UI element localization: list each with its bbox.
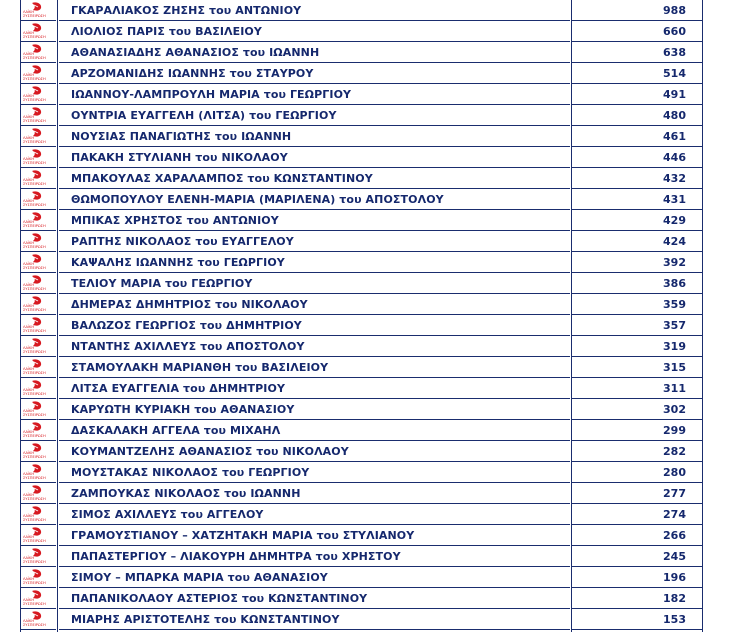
candidate-name-cell (59, 273, 570, 294)
laiki-syspeirosi-logo (22, 23, 52, 39)
candidate-name-cell (59, 462, 570, 483)
table-row (0, 462, 730, 483)
svg-text:ΛΑΪΚΗ: ΛΑΪΚΗ (23, 31, 35, 35)
svg-text:ΣΥΣΠΕΙΡΩΣΗ: ΣΥΣΠΕΙΡΩΣΗ (23, 371, 46, 375)
candidate-name-cell (59, 252, 570, 273)
candidate-name: ΣΙΜΟΣ ΑΧΙΛΛΕΥΣ του ΑΓΓΕΛΟΥ (71, 508, 264, 521)
candidate-name-cell (59, 105, 570, 126)
party-cell (20, 315, 56, 336)
table-row (0, 273, 730, 294)
votes-cell (572, 252, 702, 273)
vote-count: 431 (663, 193, 686, 206)
candidate-name: ΛΙΟΛΙΟΣ ΠΑΡΙΣ του ΒΑΣΙΛΕΙΟΥ (71, 25, 262, 38)
laiki-syspeirosi-logo (22, 443, 52, 459)
svg-text:ΣΥΣΠΕΙΡΩΣΗ: ΣΥΣΠΕΙΡΩΣΗ (23, 455, 46, 459)
votes-cell (572, 441, 702, 462)
party-cell (20, 357, 56, 378)
laiki-syspeirosi-logo (22, 527, 52, 543)
candidate-name-cell (59, 189, 570, 210)
candidate-name-cell (59, 588, 570, 609)
svg-text:ΛΑΪΚΗ: ΛΑΪΚΗ (23, 52, 35, 56)
svg-text:ΣΥΣΠΕΙΡΩΣΗ: ΣΥΣΠΕΙΡΩΣΗ (23, 119, 46, 123)
party-cell (20, 567, 56, 588)
svg-text:ΛΑΪΚΗ: ΛΑΪΚΗ (23, 346, 35, 350)
table-row (0, 315, 730, 336)
candidate-name-cell (59, 0, 570, 21)
candidate-name: ΡΑΠΤΗΣ ΝΙΚΟΛΑΟΣ του ΕΥΑΓΓΕΛΟΥ (71, 235, 294, 248)
party-cell (20, 147, 56, 168)
votes-cell (572, 231, 702, 252)
party-cell (20, 63, 56, 84)
votes-cell (572, 42, 702, 63)
candidate-name-cell (59, 21, 570, 42)
svg-text:ΛΑΪΚΗ: ΛΑΪΚΗ (23, 157, 35, 161)
svg-text:ΛΑΪΚΗ: ΛΑΪΚΗ (23, 73, 35, 77)
table-row (0, 189, 730, 210)
svg-text:ΣΥΣΠΕΙΡΩΣΗ: ΣΥΣΠΕΙΡΩΣΗ (23, 497, 46, 501)
candidate-name-cell (59, 210, 570, 231)
candidate-name: ΓΚΑΡΑΛΙΑΚΟΣ ΖΗΣΗΣ του ΑΝΤΩΝΙΟΥ (71, 4, 302, 17)
svg-text:ΛΑΪΚΗ: ΛΑΪΚΗ (23, 241, 35, 245)
candidate-name: ΝΟΥΣΙΑΣ ΠΑΝΑΓΙΩΤΗΣ του ΙΩΑΝΝΗ (71, 130, 292, 143)
svg-text:ΣΥΣΠΕΙΡΩΣΗ: ΣΥΣΠΕΙΡΩΣΗ (23, 413, 46, 417)
vote-count: 280 (663, 466, 686, 479)
table-row (0, 420, 730, 441)
candidate-name-cell (59, 378, 570, 399)
candidate-name: ΟΥΝΤΡΙΑ ΕΥΑΓΓΕΛΗ (ΛΙΤΣΑ) του ΓΕΩΡΓΙΟΥ (71, 109, 337, 122)
vote-count: 196 (663, 571, 686, 584)
svg-text:ΛΑΪΚΗ: ΛΑΪΚΗ (23, 535, 35, 539)
candidate-name: ΚΑΡΥΩΤΗ ΚΥΡΙΑΚΗ του ΑΘΑΝΑΣΙΟΥ (71, 403, 295, 416)
candidate-name-cell (59, 399, 570, 420)
votes-cell (572, 210, 702, 231)
table-row (0, 84, 730, 105)
laiki-syspeirosi-logo (22, 2, 52, 18)
vote-count: 182 (663, 592, 686, 605)
svg-text:ΛΑΪΚΗ: ΛΑΪΚΗ (23, 220, 35, 224)
votes-cell (572, 273, 702, 294)
votes-cell (572, 462, 702, 483)
votes-cell (572, 399, 702, 420)
svg-text:ΣΥΣΠΕΙΡΩΣΗ: ΣΥΣΠΕΙΡΩΣΗ (23, 539, 46, 543)
svg-text:ΛΑΪΚΗ: ΛΑΪΚΗ (23, 136, 35, 140)
laiki-syspeirosi-logo (22, 611, 52, 627)
svg-text:ΛΑΪΚΗ: ΛΑΪΚΗ (23, 199, 35, 203)
table-row (0, 357, 730, 378)
candidate-name-cell (59, 84, 570, 105)
votes-cell (572, 147, 702, 168)
svg-text:ΣΥΣΠΕΙΡΩΣΗ: ΣΥΣΠΕΙΡΩΣΗ (23, 602, 46, 606)
party-cell (20, 168, 56, 189)
candidate-name-cell (59, 441, 570, 462)
candidate-name-cell (59, 504, 570, 525)
candidate-name: ΔΑΣΚΑΛΑΚΗ ΑΓΓΕΛΑ του ΜΙΧΑΗΛ (71, 424, 281, 437)
party-cell (20, 588, 56, 609)
candidate-name: ΙΩΑΝΝΟΥ-ΛΑΜΠΡΟΥΛΗ ΜΑΡΙΑ του ΓΕΩΡΓΙΟΥ (71, 88, 352, 101)
svg-text:ΣΥΣΠΕΙΡΩΣΗ: ΣΥΣΠΕΙΡΩΣΗ (23, 35, 46, 39)
laiki-syspeirosi-logo (22, 44, 52, 60)
vote-count: 153 (663, 613, 686, 626)
candidate-name-cell (59, 42, 570, 63)
vote-count: 432 (663, 172, 686, 185)
candidate-name-cell (59, 420, 570, 441)
table-row (0, 168, 730, 189)
party-cell (20, 525, 56, 546)
svg-text:ΛΑΪΚΗ: ΛΑΪΚΗ (23, 115, 35, 119)
candidate-name-cell (59, 357, 570, 378)
table-row (0, 378, 730, 399)
table-row (0, 42, 730, 63)
table-row (0, 294, 730, 315)
svg-text:ΣΥΣΠΕΙΡΩΣΗ: ΣΥΣΠΕΙΡΩΣΗ (23, 581, 46, 585)
candidate-name-cell (59, 336, 570, 357)
laiki-syspeirosi-logo (22, 359, 52, 375)
candidate-name: ΒΑΛΩΖΟΣ ΓΕΩΡΓΙΟΣ του ΔΗΜΗΤΡΙΟΥ (71, 319, 302, 332)
party-cell (20, 441, 56, 462)
vote-count: 319 (663, 340, 686, 353)
svg-text:ΣΥΣΠΕΙΡΩΣΗ: ΣΥΣΠΕΙΡΩΣΗ (23, 329, 46, 333)
votes-cell (572, 189, 702, 210)
vote-count: 311 (663, 382, 686, 395)
party-cell (20, 399, 56, 420)
vote-count: 357 (663, 319, 686, 332)
table-row (0, 567, 730, 588)
table-row (0, 231, 730, 252)
vote-count: 359 (663, 298, 686, 311)
svg-text:ΛΑΪΚΗ: ΛΑΪΚΗ (23, 94, 35, 98)
votes-cell (572, 336, 702, 357)
party-cell (20, 105, 56, 126)
candidate-name-cell (59, 126, 570, 147)
candidate-name-cell (59, 546, 570, 567)
party-cell (20, 483, 56, 504)
laiki-syspeirosi-logo (22, 380, 52, 396)
table-row (0, 399, 730, 420)
svg-text:ΣΥΣΠΕΙΡΩΣΗ: ΣΥΣΠΕΙΡΩΣΗ (23, 350, 46, 354)
svg-text:ΛΑΪΚΗ: ΛΑΪΚΗ (23, 367, 35, 371)
candidate-name: ΔΗΜΕΡΑΣ ΔΗΜΗΤΡΙΟΣ του ΝΙΚΟΛΑΟΥ (71, 298, 308, 311)
table-row (0, 504, 730, 525)
svg-text:ΛΑΪΚΗ: ΛΑΪΚΗ (23, 409, 35, 413)
candidate-name: ΣΙΜΟΥ – ΜΠΑΡΚΑ ΜΑΡΙΑ του ΑΘΑΝΑΣΙΟΥ (71, 571, 328, 584)
svg-text:ΣΥΣΠΕΙΡΩΣΗ: ΣΥΣΠΕΙΡΩΣΗ (23, 518, 46, 522)
svg-text:ΣΥΣΠΕΙΡΩΣΗ: ΣΥΣΠΕΙΡΩΣΗ (23, 287, 46, 291)
laiki-syspeirosi-logo (22, 338, 52, 354)
candidate-name: ΜΠΙΚΑΣ ΧΡΗΣΤΟΣ του ΑΝΤΩΝΙΟΥ (71, 214, 279, 227)
candidate-name-cell (59, 525, 570, 546)
laiki-syspeirosi-logo (22, 590, 52, 606)
candidate-name: ΚΟΥΜΑΝΤΖΕΛΗΣ ΑΘΑΝΑΣΙΟΣ του ΝΙΚΟΛΑΟΥ (71, 445, 349, 458)
party-cell (20, 126, 56, 147)
vote-count: 480 (663, 109, 686, 122)
svg-text:ΛΑΪΚΗ: ΛΑΪΚΗ (23, 493, 35, 497)
table-row (0, 105, 730, 126)
table-row (0, 609, 730, 630)
svg-text:ΣΥΣΠΕΙΡΩΣΗ: ΣΥΣΠΕΙΡΩΣΗ (23, 308, 46, 312)
party-cell (20, 609, 56, 630)
svg-text:ΛΑΪΚΗ: ΛΑΪΚΗ (23, 619, 35, 623)
votes-cell (572, 105, 702, 126)
candidate-name-cell (59, 231, 570, 252)
table-row (0, 252, 730, 273)
table-row (0, 525, 730, 546)
party-cell (20, 546, 56, 567)
votes-cell (572, 357, 702, 378)
svg-text:ΣΥΣΠΕΙΡΩΣΗ: ΣΥΣΠΕΙΡΩΣΗ (23, 98, 46, 102)
svg-text:ΛΑΪΚΗ: ΛΑΪΚΗ (23, 178, 35, 182)
party-cell (20, 84, 56, 105)
candidate-name-cell (59, 567, 570, 588)
laiki-syspeirosi-logo (22, 128, 52, 144)
votes-cell (572, 84, 702, 105)
votes-cell (572, 0, 702, 21)
vote-count: 266 (663, 529, 686, 542)
table-row (0, 546, 730, 567)
svg-text:ΛΑΪΚΗ: ΛΑΪΚΗ (23, 10, 35, 14)
laiki-syspeirosi-logo (22, 548, 52, 564)
svg-text:ΛΑΪΚΗ: ΛΑΪΚΗ (23, 304, 35, 308)
svg-text:ΣΥΣΠΕΙΡΩΣΗ: ΣΥΣΠΕΙΡΩΣΗ (23, 434, 46, 438)
candidate-name-cell (59, 483, 570, 504)
candidate-name: ΜΙΑΡΗΣ ΑΡΙΣΤΟΤΕΛΗΣ του ΚΩΝΣΤΑΝΤΙΝΟΥ (71, 613, 340, 626)
candidate-name: ΤΕΛΙΟΥ ΜΑΡΙΑ του ΓΕΩΡΓΙΟΥ (71, 277, 253, 290)
laiki-syspeirosi-logo (22, 107, 52, 123)
svg-text:ΣΥΣΠΕΙΡΩΣΗ: ΣΥΣΠΕΙΡΩΣΗ (23, 77, 46, 81)
svg-text:ΛΑΪΚΗ: ΛΑΪΚΗ (23, 388, 35, 392)
vote-count: 386 (663, 277, 686, 290)
svg-text:ΣΥΣΠΕΙΡΩΣΗ: ΣΥΣΠΕΙΡΩΣΗ (23, 182, 46, 186)
votes-cell (572, 504, 702, 525)
votes-cell (572, 588, 702, 609)
candidate-name: ΜΟΥΣΤΑΚΑΣ ΝΙΚΟΛΑΟΣ του ΓΕΩΡΓΙΟΥ (71, 466, 310, 479)
candidate-name: ΚΑΨΑΛΗΣ ΙΩΑΝΝΗΣ του ΓΕΩΡΓΙΟΥ (71, 256, 285, 269)
party-cell (20, 420, 56, 441)
svg-text:ΣΥΣΠΕΙΡΩΣΗ: ΣΥΣΠΕΙΡΩΣΗ (23, 14, 46, 18)
vote-count: 245 (663, 550, 686, 563)
party-cell (20, 21, 56, 42)
vote-count: 282 (663, 445, 686, 458)
svg-text:ΣΥΣΠΕΙΡΩΣΗ: ΣΥΣΠΕΙΡΩΣΗ (23, 140, 46, 144)
party-cell (20, 462, 56, 483)
svg-text:ΣΥΣΠΕΙΡΩΣΗ: ΣΥΣΠΕΙΡΩΣΗ (23, 56, 46, 60)
vote-count: 274 (663, 508, 686, 521)
svg-text:ΛΑΪΚΗ: ΛΑΪΚΗ (23, 325, 35, 329)
votes-cell (572, 294, 702, 315)
laiki-syspeirosi-logo (22, 296, 52, 312)
laiki-syspeirosi-logo (22, 422, 52, 438)
candidate-name: ΜΠΑΚΟΥΛΑΣ ΧΑΡΑΛΑΜΠΟΣ του ΚΩΝΣΤΑΝΤΙΝΟΥ (71, 172, 373, 185)
votes-cell (572, 483, 702, 504)
party-cell (20, 252, 56, 273)
votes-cell (572, 567, 702, 588)
candidate-name: ΖΑΜΠΟΥΚΑΣ ΝΙΚΟΛΑΟΣ του ΙΩΑΝΝΗ (71, 487, 301, 500)
vote-count: 392 (663, 256, 686, 269)
party-cell (20, 0, 56, 21)
vote-count: 424 (663, 235, 686, 248)
table-row (0, 21, 730, 42)
laiki-syspeirosi-logo (22, 65, 52, 81)
svg-text:ΣΥΣΠΕΙΡΩΣΗ: ΣΥΣΠΕΙΡΩΣΗ (23, 224, 46, 228)
votes-cell (572, 609, 702, 630)
laiki-syspeirosi-logo (22, 275, 52, 291)
laiki-syspeirosi-logo (22, 401, 52, 417)
candidate-name: ΛΙΤΣΑ ΕΥΑΓΓΕΛΙΑ του ΔΗΜΗΤΡΙΟΥ (71, 382, 286, 395)
candidate-name: ΑΡΖΟΜΑΝΙΔΗΣ ΙΩΑΝΝΗΣ του ΣΤΑΥΡΟΥ (71, 67, 314, 80)
vote-count: 988 (663, 4, 686, 17)
candidate-name-cell (59, 609, 570, 630)
candidate-name-cell (59, 63, 570, 84)
candidate-name: ΠΑΠΑΝΙΚΟΛΑΟΥ ΑΣΤΕΡΙΟΣ του ΚΩΝΣΤΑΝΤΙΝΟΥ (71, 592, 368, 605)
svg-text:ΣΥΣΠΕΙΡΩΣΗ: ΣΥΣΠΕΙΡΩΣΗ (23, 623, 46, 627)
svg-text:ΛΑΪΚΗ: ΛΑΪΚΗ (23, 283, 35, 287)
vote-count: 299 (663, 424, 686, 437)
laiki-syspeirosi-logo (22, 170, 52, 186)
candidate-name: ΘΩΜΟΠΟΥΛΟΥ ΕΛΕΝΗ-ΜΑΡΙΑ (ΜΑΡΙΛΕΝΑ) του ΑΠΟΣΤΟΛΟΥ (71, 193, 444, 206)
svg-text:ΛΑΪΚΗ: ΛΑΪΚΗ (23, 577, 35, 581)
party-cell (20, 231, 56, 252)
vote-count: 638 (663, 46, 686, 59)
votes-cell (572, 315, 702, 336)
candidate-name: ΓΡΑΜΟΥΣΤΙΑΝΟΥ – ΧΑΤΖΗΤΑΚΗ ΜΑΡΙΑ του ΣΤΥΛΙΑΝΟΥ (71, 529, 415, 542)
laiki-syspeirosi-logo (22, 506, 52, 522)
votes-cell (572, 126, 702, 147)
vote-count: 277 (663, 487, 686, 500)
svg-text:ΣΥΣΠΕΙΡΩΣΗ: ΣΥΣΠΕΙΡΩΣΗ (23, 203, 46, 207)
svg-text:ΛΑΪΚΗ: ΛΑΪΚΗ (23, 514, 35, 518)
vote-count: 429 (663, 214, 686, 227)
svg-text:ΛΑΪΚΗ: ΛΑΪΚΗ (23, 262, 35, 266)
party-cell (20, 504, 56, 525)
candidate-name-cell (59, 315, 570, 336)
party-cell (20, 336, 56, 357)
laiki-syspeirosi-logo (22, 191, 52, 207)
laiki-syspeirosi-logo (22, 317, 52, 333)
svg-text:ΣΥΣΠΕΙΡΩΣΗ: ΣΥΣΠΕΙΡΩΣΗ (23, 266, 46, 270)
svg-text:ΣΥΣΠΕΙΡΩΣΗ: ΣΥΣΠΕΙΡΩΣΗ (23, 560, 46, 564)
table-row (0, 483, 730, 504)
votes-cell (572, 63, 702, 84)
laiki-syspeirosi-logo (22, 86, 52, 102)
laiki-syspeirosi-logo (22, 254, 52, 270)
svg-text:ΣΥΣΠΕΙΡΩΣΗ: ΣΥΣΠΕΙΡΩΣΗ (23, 392, 46, 396)
laiki-syspeirosi-logo (22, 485, 52, 501)
svg-text:ΛΑΪΚΗ: ΛΑΪΚΗ (23, 430, 35, 434)
laiki-syspeirosi-logo (22, 149, 52, 165)
laiki-syspeirosi-logo (22, 212, 52, 228)
votes-cell (572, 168, 702, 189)
party-cell (20, 273, 56, 294)
candidate-name: ΠΑΚΑΚΗ ΣΤΥΛΙΑΝΗ του ΝΙΚΟΛΑΟΥ (71, 151, 288, 164)
table-row (0, 588, 730, 609)
candidate-name-cell (59, 168, 570, 189)
party-cell (20, 210, 56, 231)
candidate-name-cell (59, 147, 570, 168)
candidate-name: ΠΑΠΑΣΤΕΡΓΙΟΥ – ΛΙΑΚΟΥΡΗ ΔΗΜΗΤΡΑ του ΧΡΗΣΤΟΥ (71, 550, 401, 563)
table-row (0, 336, 730, 357)
table-row (0, 0, 730, 21)
laiki-syspeirosi-logo (22, 233, 52, 249)
vote-count: 461 (663, 130, 686, 143)
svg-text:ΛΑΪΚΗ: ΛΑΪΚΗ (23, 598, 35, 602)
votes-cell (572, 420, 702, 441)
svg-text:ΣΥΣΠΕΙΡΩΣΗ: ΣΥΣΠΕΙΡΩΣΗ (23, 245, 46, 249)
vote-count: 446 (663, 151, 686, 164)
svg-text:ΣΥΣΠΕΙΡΩΣΗ: ΣΥΣΠΕΙΡΩΣΗ (23, 476, 46, 480)
vote-count: 491 (663, 88, 686, 101)
party-cell (20, 294, 56, 315)
votes-cell (572, 21, 702, 42)
svg-text:ΛΑΪΚΗ: ΛΑΪΚΗ (23, 472, 35, 476)
vote-count: 315 (663, 361, 686, 374)
table-row (0, 126, 730, 147)
vote-count: 302 (663, 403, 686, 416)
laiki-syspeirosi-logo (22, 464, 52, 480)
svg-text:ΣΥΣΠΕΙΡΩΣΗ: ΣΥΣΠΕΙΡΩΣΗ (23, 161, 46, 165)
table-row (0, 147, 730, 168)
table-row (0, 441, 730, 462)
vote-count: 660 (663, 25, 686, 38)
candidate-name: ΑΘΑΝΑΣΙΑΔΗΣ ΑΘΑΝΑΣΙΟΣ του ΙΩΑΝΝΗ (71, 46, 320, 59)
votes-cell (572, 546, 702, 567)
votes-cell (572, 378, 702, 399)
table-row (0, 210, 730, 231)
svg-text:ΛΑΪΚΗ: ΛΑΪΚΗ (23, 451, 35, 455)
party-cell (20, 189, 56, 210)
table-row (0, 63, 730, 84)
candidate-name: ΣΤΑΜΟΥΛΑΚΗ ΜΑΡΙΑΝΘΗ του ΒΑΣΙΛΕΙΟΥ (71, 361, 329, 374)
party-cell (20, 378, 56, 399)
laiki-syspeirosi-logo (22, 569, 52, 585)
candidate-name: ΝΤΑΝΤΗΣ ΑΧΙΛΛΕΥΣ του ΑΠΟΣΤΟΛΟΥ (71, 340, 305, 353)
vote-count: 514 (663, 67, 686, 80)
votes-cell (572, 525, 702, 546)
party-cell (20, 42, 56, 63)
svg-text:ΛΑΪΚΗ: ΛΑΪΚΗ (23, 556, 35, 560)
candidate-name-cell (59, 294, 570, 315)
